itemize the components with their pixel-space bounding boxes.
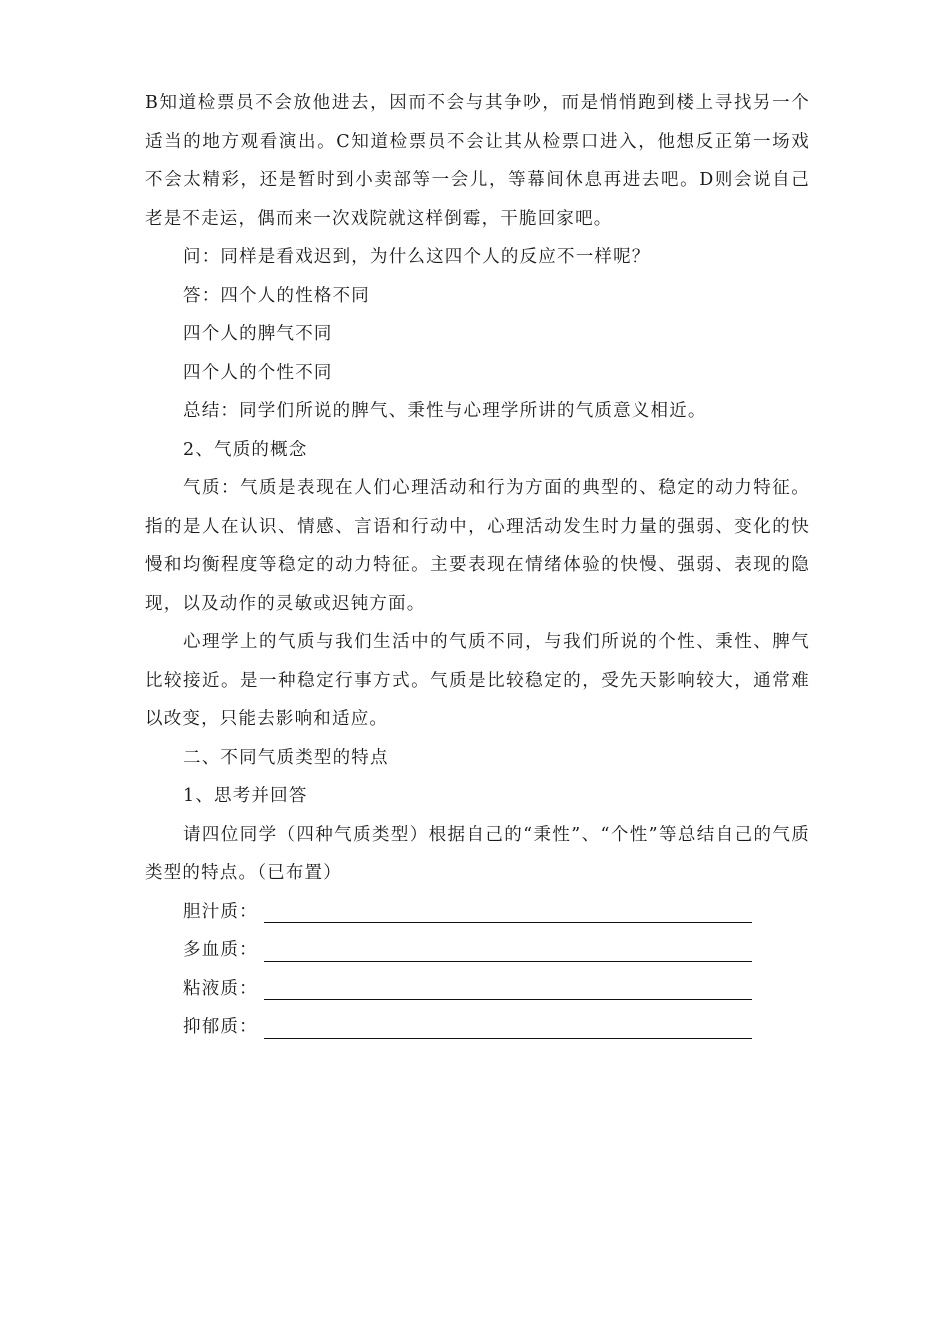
blank-choleric xyxy=(145,893,810,932)
blank-label: 多血质： xyxy=(183,940,258,960)
blank-label: 粘液质： xyxy=(183,978,258,999)
summary-line: 总结：同学们所说的脾气、秉性与心理学所讲的气质意义相近。 xyxy=(183,401,707,421)
blank-sanguine xyxy=(145,931,810,970)
answer-line xyxy=(264,1028,752,1039)
paragraph-temperament-definition: 气质：气质是表现在人们心理活动和行为方面的典型的、稳定的动力特征。指的是人在认识、情感、言语和行动中，心理活动发生时力量的强弱、变化的快慢和均衡程度等稳定的动力特征。主要表现在情绪体验的快慢、强弱、表现的隐现，以及动作的灵敏或迟钝方面。 xyxy=(145,478,810,614)
blank-label: 胆汁质： xyxy=(183,901,258,922)
subsection-heading-think: 1、思考并回答 xyxy=(183,786,308,806)
answer-line-temper: 四个人的脾气不同 xyxy=(183,324,333,344)
answer-line-personality: 四个人的个性不同 xyxy=(183,362,333,383)
answer-line xyxy=(264,912,752,923)
question-line: 问：同样是看戏迟到，为什么这四个人的反应不一样呢？ xyxy=(183,247,651,267)
answer-line xyxy=(264,989,752,1000)
blank-label: 抑郁质： xyxy=(183,1017,258,1037)
section-heading-concept: 2、气质的概念 xyxy=(183,439,308,460)
document-body xyxy=(145,84,810,1047)
answer-line xyxy=(264,951,752,962)
answer-line-character: 答：四个人的性格不同 xyxy=(183,285,370,306)
paragraph-assignment: 请四位同学（四种气质类型）根据自己的“秉性”、“个性”等总结自己的气质类型的特点。（已布置） xyxy=(145,824,810,883)
paragraph-theater-story: B知道检票员不会放他进去，因而不会与其争吵，而是悄悄跑到楼上寻找另一个适当的地方观看演出。C知道检票员不会让其从检票口进入，他想反正第一场戏不会太精彩，还是暂时到小卖部等一会儿，等幕间休息再进去吧。D则会说自己老是不走运，偶而来一次戏院就这样倒霉，干脆回家吧。 xyxy=(145,93,810,229)
blank-melancholic xyxy=(145,1008,810,1047)
section-heading-types: 二、不同气质类型的特点 xyxy=(183,747,389,768)
blank-phlegmatic xyxy=(145,970,810,1009)
paragraph-temperament-comparison: 心理学上的气质与我们生活中的气质不同，与我们所说的个性、秉性、脾气比较接近。是一种稳定行事方式。气质是比较稳定的，受先天影响较大，通常难以改变，只能去影响和适应。 xyxy=(145,632,810,729)
